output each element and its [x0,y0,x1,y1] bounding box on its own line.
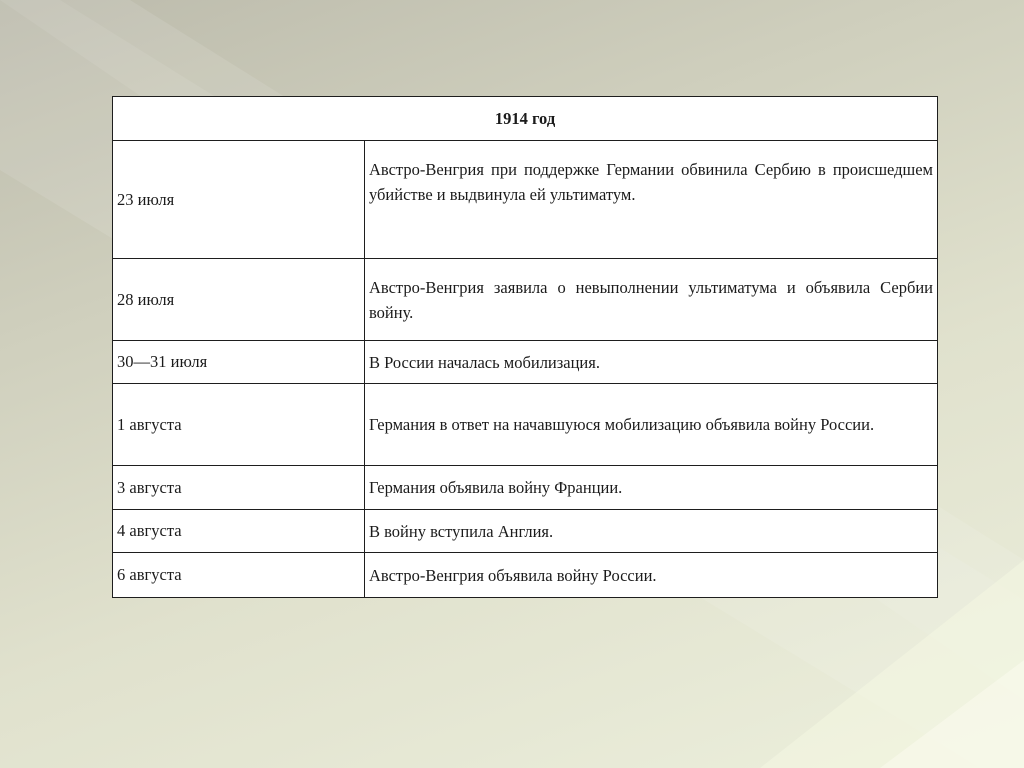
date-cell: 3 августа [113,466,365,510]
table-row [113,466,938,510]
date-cell: 4 августа [113,510,365,553]
table-header-row [113,97,938,141]
table-row [113,259,938,341]
event-cell: В России началась мобилизация. [365,341,938,384]
event-cell: Германия объявила войну Франции. [365,466,938,510]
event-cell: Австро-Венгрия при поддержке Германии обвинила Сербию в происшедшем убийстве и выдвинула ей ультиматум. [365,141,938,259]
table-row [113,510,938,553]
date-cell: 1 августа [113,384,365,466]
table-header-year: 1914 год [113,97,938,141]
date-cell: 23 июля [113,141,365,259]
event-cell: Австро-Венгрия объявила войну России. [365,553,938,598]
date-cell: 28 июля [113,259,365,341]
date-cell: 6 августа [113,553,365,598]
table-row [113,384,938,466]
event-cell: В войну вступила Англия. [365,510,938,553]
date-cell: 30—31 июля [113,341,365,384]
table-row [113,141,938,259]
table-row [113,341,938,384]
event-cell: Германия в ответ на начавшуюся мобилизацию объявила войну России. [365,384,938,466]
event-cell: Австро-Венгрия заявила о невыполнении ультиматума и объявила Сербии войну. [365,259,938,341]
table-row [113,553,938,598]
events-table [112,96,938,598]
